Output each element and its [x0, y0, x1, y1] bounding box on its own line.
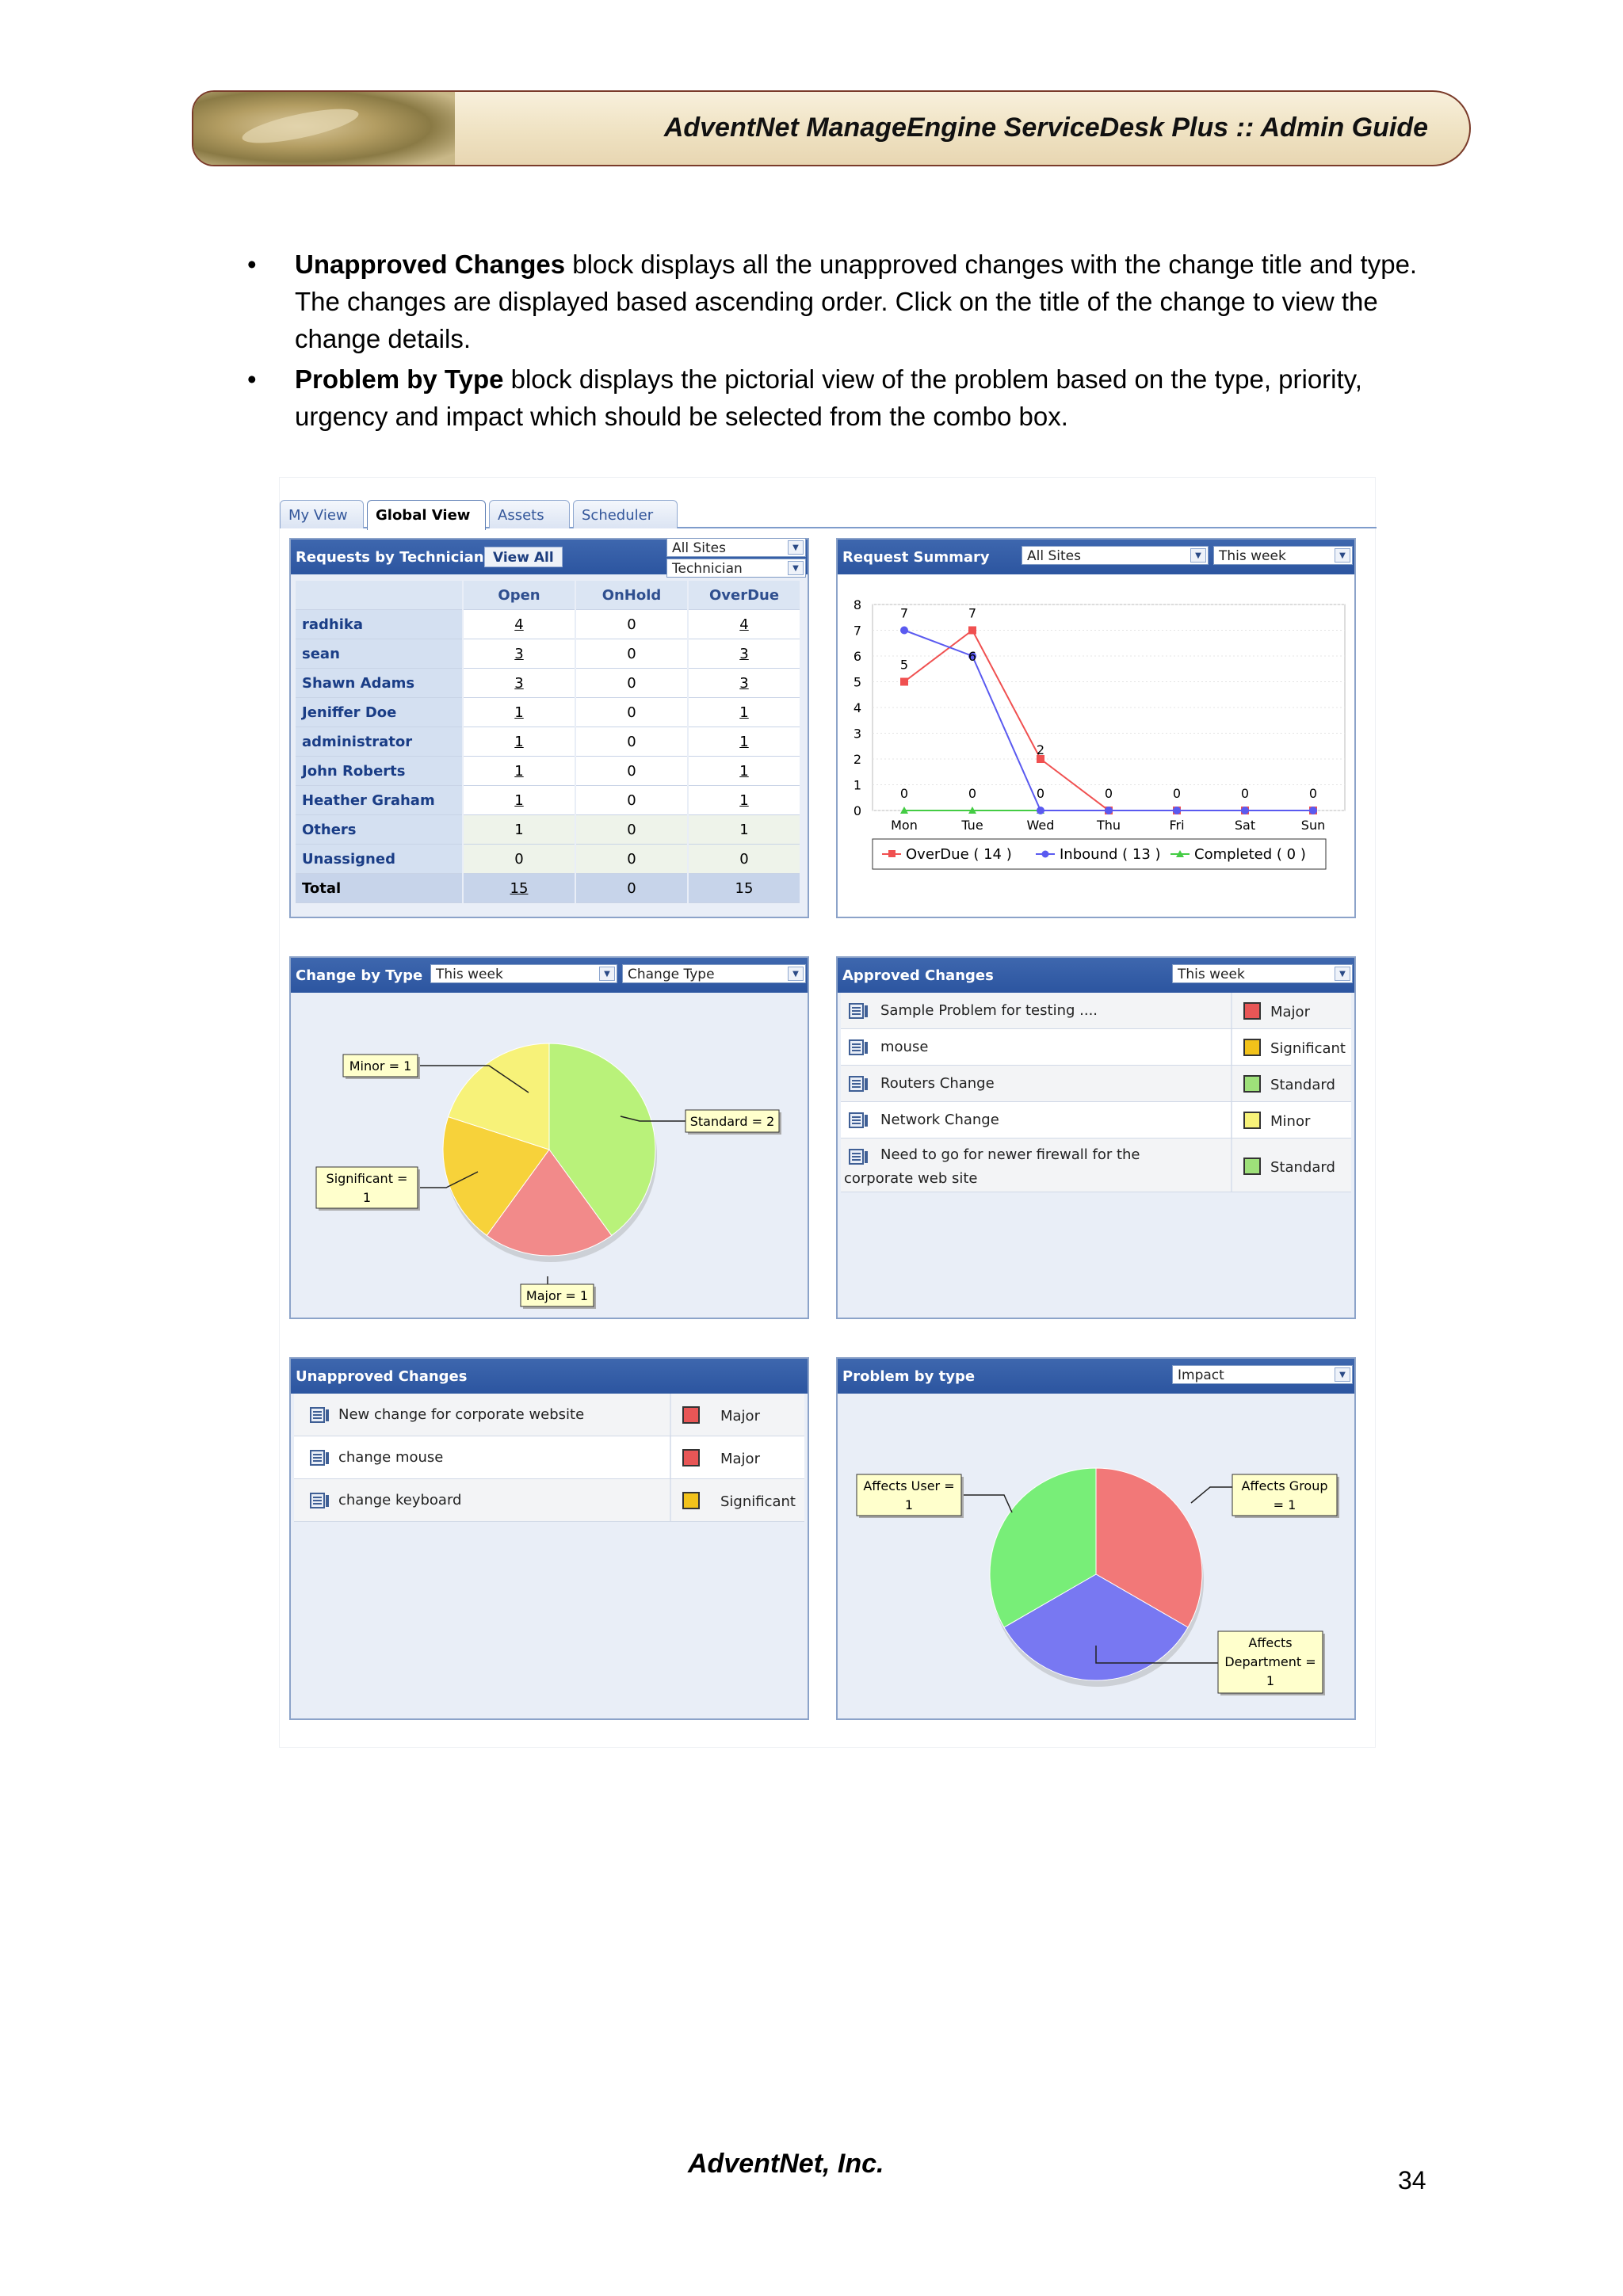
- site-select[interactable]: All Sites ▼: [1022, 546, 1209, 565]
- panel-header: [838, 1359, 1354, 1394]
- type-swatch: [682, 1449, 700, 1466]
- y-tick-label: 5: [853, 674, 861, 690]
- y-tick-label: 0: [853, 803, 861, 818]
- technician-name[interactable]: radhika: [296, 610, 462, 639]
- y-tick-label: 3: [853, 726, 861, 742]
- open-count[interactable]: 3: [464, 669, 575, 698]
- legend-label: Completed ( 0 ): [1194, 846, 1306, 863]
- label-leader-line: [1191, 1487, 1232, 1503]
- chevron-down-icon: ▼: [1335, 1367, 1350, 1382]
- onhold-count: 0: [576, 786, 687, 815]
- technician-table: [294, 581, 801, 903]
- bullet-bold: Unapproved Changes: [295, 250, 566, 279]
- slice-label: Significant =: [326, 1171, 408, 1186]
- x-tick-label: Sat: [1234, 818, 1256, 833]
- list-item[interactable]: [841, 1066, 1351, 1102]
- open-count[interactable]: 15: [464, 874, 575, 903]
- open-count[interactable]: 1: [464, 698, 575, 727]
- list-item[interactable]: [294, 1436, 804, 1479]
- technician-name[interactable]: Others: [296, 815, 462, 845]
- bullet-text: block displays all the unapproved changes with the change title and type. The changes are displayed based ascending order. Click on the title of the change to view the change details.: [295, 250, 1418, 353]
- group-select[interactable]: Technician ▼: [666, 559, 806, 578]
- technician-name[interactable]: Unassigned: [296, 845, 462, 874]
- document-icon: [849, 1039, 869, 1056]
- document-icon: [849, 1075, 869, 1093]
- type-swatch: [682, 1492, 700, 1509]
- header-banner-image: [193, 92, 455, 166]
- overdue-count[interactable]: 3: [689, 669, 800, 698]
- x-tick-label: Mon: [891, 818, 918, 833]
- tab-my-view[interactable]: My View: [280, 500, 364, 528]
- onhold-count: 0: [576, 757, 687, 786]
- change-type: Significant: [720, 1493, 796, 1510]
- panel-header: [838, 958, 1354, 993]
- y-tick-label: 1: [853, 777, 861, 793]
- data-label: 0: [1036, 786, 1045, 801]
- problem-by-type-panel: [836, 1357, 1356, 1720]
- data-label: 0: [1308, 786, 1318, 801]
- data-point: [968, 627, 976, 635]
- page-number: 34: [1398, 2166, 1426, 2195]
- document-icon: [310, 1449, 330, 1466]
- chart-area: [838, 574, 1354, 917]
- slice-label: Major = 1: [525, 1288, 589, 1303]
- legend-label: OverDue ( 14 ): [906, 846, 1012, 863]
- bullet-icon: •: [247, 364, 257, 394]
- data-label: 0: [1172, 786, 1182, 801]
- panel-title: Problem by type: [842, 1368, 976, 1385]
- list-item[interactable]: [294, 1479, 804, 1522]
- onhold-count: 0: [576, 727, 687, 757]
- chevron-down-icon: ▼: [788, 561, 804, 575]
- slice-label: Department =: [1224, 1654, 1316, 1669]
- document-icon: [310, 1492, 330, 1509]
- bullet-problem-by-type: [247, 360, 1420, 435]
- technician-name[interactable]: John Roberts: [296, 757, 462, 786]
- change-title[interactable]: change keyboard: [338, 1492, 462, 1508]
- table-row: [296, 757, 800, 786]
- period-select[interactable]: This week ▼: [1213, 546, 1353, 565]
- list-item[interactable]: [294, 1394, 804, 1436]
- onhold-count: 0: [576, 815, 687, 845]
- bullet-icon: •: [247, 250, 257, 279]
- x-tick-label: Wed: [1026, 818, 1055, 833]
- document-icon: [310, 1406, 330, 1424]
- table-header-blank: [296, 581, 462, 610]
- list-item[interactable]: [841, 1029, 1351, 1066]
- table-row: [296, 815, 800, 845]
- slice-label: 1: [362, 1190, 372, 1205]
- change-type: Minor: [1270, 1113, 1311, 1130]
- document-icon: [849, 1002, 869, 1020]
- change-title[interactable]: mouse: [880, 1039, 929, 1055]
- data-label: 0: [1104, 786, 1113, 801]
- data-point: [1241, 807, 1249, 814]
- open-count[interactable]: 3: [464, 639, 575, 669]
- data-point: [900, 678, 908, 686]
- change-type: Major: [1270, 1004, 1310, 1020]
- y-tick-label: 2: [853, 752, 861, 767]
- tab-scheduler[interactable]: Scheduler: [573, 500, 678, 528]
- overdue-count: 0: [689, 845, 800, 874]
- table-header-open: Open: [464, 581, 575, 610]
- table-row: [296, 845, 800, 874]
- slice-label: Affects: [1248, 1635, 1293, 1650]
- slice-label: Minor = 1: [349, 1058, 412, 1074]
- onhold-count: 0: [576, 669, 687, 698]
- request-summary-panel: [836, 538, 1356, 918]
- list-item[interactable]: [841, 1102, 1351, 1138]
- change-by-type-pie-chart: [291, 993, 808, 1318]
- chevron-down-icon: ▼: [788, 967, 804, 981]
- list-item[interactable]: [841, 1138, 1351, 1192]
- y-tick-label: 4: [853, 700, 861, 715]
- label-leader-line: [961, 1495, 1012, 1512]
- table-row: [296, 786, 800, 815]
- slice-label: Standard = 2: [689, 1114, 775, 1129]
- panel-header: [291, 540, 808, 577]
- overdue-count[interactable]: 3: [689, 639, 800, 669]
- group-select[interactable]: Change Type ▼: [622, 964, 806, 983]
- panel-title: Unapproved Changes: [296, 1368, 468, 1385]
- change-title[interactable]: Routers Change: [880, 1075, 995, 1092]
- impact-select[interactable]: Impact ▼: [1172, 1365, 1353, 1384]
- chevron-down-icon: ▼: [1335, 548, 1350, 563]
- change-type: Standard: [1270, 1077, 1335, 1093]
- header-title: AdventNet ManageEngine ServiceDesk Plus :: Admin Guide: [663, 113, 1428, 143]
- table-row: [296, 639, 800, 669]
- data-point: [900, 627, 908, 635]
- page-header: [192, 90, 1471, 166]
- onhold-count: 0: [576, 845, 687, 874]
- open-count[interactable]: 1: [464, 757, 575, 786]
- data-label: 0: [899, 786, 909, 801]
- panel-title: Requests by Technician: [296, 549, 484, 566]
- unapproved-changes-list: [291, 1394, 808, 1528]
- chevron-down-icon: ▼: [1335, 967, 1350, 981]
- data-label: 0: [968, 786, 977, 801]
- view-all-button[interactable]: View All: [484, 547, 563, 567]
- change-title[interactable]: change mouse: [338, 1449, 444, 1466]
- open-count[interactable]: 4: [464, 610, 575, 639]
- footer-company: AdventNet, Inc.: [688, 2149, 884, 2179]
- open-count[interactable]: 1: [464, 786, 575, 815]
- type-swatch: [1243, 1158, 1261, 1175]
- overdue-count[interactable]: 1: [689, 757, 800, 786]
- slice-label: Affects User =: [863, 1478, 955, 1493]
- table-row: [296, 727, 800, 757]
- table-row-total: [296, 874, 800, 903]
- bullet-bold: Problem by Type: [295, 364, 504, 394]
- change-title[interactable]: Network Change: [880, 1112, 999, 1128]
- technician-name[interactable]: Jeniffer Doe: [296, 698, 462, 727]
- bullet-unapproved-changes: [247, 246, 1420, 357]
- x-tick-label: Tue: [961, 818, 983, 833]
- onhold-count: 0: [576, 874, 687, 903]
- x-tick-label: Thu: [1096, 818, 1121, 833]
- period-select[interactable]: This week ▼: [430, 964, 617, 983]
- slice-label: 1: [1266, 1673, 1275, 1688]
- data-label: 7: [899, 605, 909, 621]
- type-swatch: [1243, 1075, 1261, 1093]
- change-title[interactable]: New change for corporate website: [338, 1406, 585, 1423]
- legend-marker: [1042, 851, 1049, 858]
- change-title[interactable]: Sample Problem for testing ....: [880, 1002, 1098, 1019]
- data-label: 7: [968, 605, 977, 621]
- bullet-text: block displays the pictorial view of the problem based on the type, priority, urgency and impact which should be selected from the combo box.: [295, 364, 1362, 431]
- overdue-count: 1: [689, 815, 800, 845]
- chevron-down-icon: ▼: [1190, 548, 1206, 563]
- x-tick-label: Sun: [1300, 818, 1326, 833]
- change-by-type-panel: [289, 956, 809, 1319]
- change-type: Major: [720, 1451, 760, 1467]
- slice-label: Affects Group: [1241, 1478, 1328, 1493]
- legend-label: Inbound ( 13 ): [1060, 846, 1161, 863]
- open-count[interactable]: 1: [464, 727, 575, 757]
- type-swatch: [1243, 1002, 1261, 1020]
- onhold-count: 0: [576, 639, 687, 669]
- overdue-count[interactable]: 1: [689, 727, 800, 757]
- table-row: [296, 610, 800, 639]
- request-summary-line-chart: [838, 574, 1354, 917]
- type-swatch: [1243, 1039, 1261, 1056]
- overdue-count: 15: [689, 874, 800, 903]
- change-type: Standard: [1270, 1159, 1335, 1176]
- technician-name[interactable]: Shawn Adams: [296, 669, 462, 698]
- y-tick-label: 8: [853, 597, 861, 612]
- table-row: [296, 698, 800, 727]
- x-tick-label: Fri: [1169, 818, 1185, 833]
- technician-name[interactable]: sean: [296, 639, 462, 669]
- y-tick-label: 7: [853, 623, 861, 639]
- data-label: 6: [968, 649, 977, 664]
- table-row: [296, 669, 800, 698]
- y-tick-label: 6: [853, 649, 861, 664]
- onhold-count: 0: [576, 698, 687, 727]
- total-label: Total: [296, 874, 462, 903]
- panel-header: [291, 1359, 808, 1394]
- requests-by-technician-panel: [289, 538, 809, 918]
- tab-bar: [280, 497, 1377, 528]
- overdue-count[interactable]: 1: [689, 698, 800, 727]
- open-count: 1: [464, 815, 575, 845]
- change-type: Major: [720, 1408, 760, 1425]
- panel-title: Request Summary: [842, 549, 990, 566]
- data-point: [1173, 807, 1181, 814]
- technician-name[interactable]: administrator: [296, 727, 462, 757]
- approved-changes-list: [838, 993, 1354, 1191]
- unapproved-changes-panel: [289, 1357, 809, 1720]
- panel-header: [838, 540, 1354, 574]
- tab-assets[interactable]: Assets: [489, 500, 570, 528]
- table-header-onhold: OnHold: [576, 581, 687, 610]
- technician-name[interactable]: Heather Graham: [296, 786, 462, 815]
- data-label: 0: [1240, 786, 1250, 801]
- data-label: 5: [899, 657, 909, 673]
- tab-global-view[interactable]: Global View: [367, 500, 486, 530]
- list-item[interactable]: [841, 993, 1351, 1029]
- overdue-count[interactable]: 4: [689, 610, 800, 639]
- type-swatch: [682, 1406, 700, 1424]
- site-select[interactable]: All Sites ▼: [666, 538, 806, 557]
- type-swatch: [1243, 1112, 1261, 1129]
- legend-marker: [888, 850, 896, 857]
- chevron-down-icon: ▼: [599, 967, 615, 981]
- panel-header: [291, 958, 808, 993]
- change-type: Significant: [1270, 1040, 1346, 1057]
- approved-changes-panel: [836, 956, 1356, 1319]
- data-label: 2: [1036, 742, 1045, 757]
- dashboard-screenshot: [279, 477, 1376, 1748]
- table-header-overdue: OverDue: [689, 581, 800, 610]
- document-icon: [849, 1112, 869, 1129]
- data-point: [1309, 807, 1317, 814]
- panel-title: Change by Type: [296, 967, 423, 984]
- chevron-down-icon: ▼: [788, 540, 804, 555]
- onhold-count: 0: [576, 610, 687, 639]
- panel-title: Approved Changes: [842, 967, 994, 984]
- data-point: [1037, 807, 1044, 814]
- change-title[interactable]: Need to go for newer firewall for the corporate web site: [844, 1146, 1140, 1187]
- problem-by-type-pie-chart: [838, 1394, 1354, 1718]
- slice-label: = 1: [1273, 1497, 1296, 1512]
- data-point: [1105, 807, 1113, 814]
- period-select[interactable]: This week ▼: [1172, 964, 1353, 983]
- overdue-count[interactable]: 1: [689, 786, 800, 815]
- open-count: 0: [464, 845, 575, 874]
- slice-label: 1: [904, 1497, 914, 1512]
